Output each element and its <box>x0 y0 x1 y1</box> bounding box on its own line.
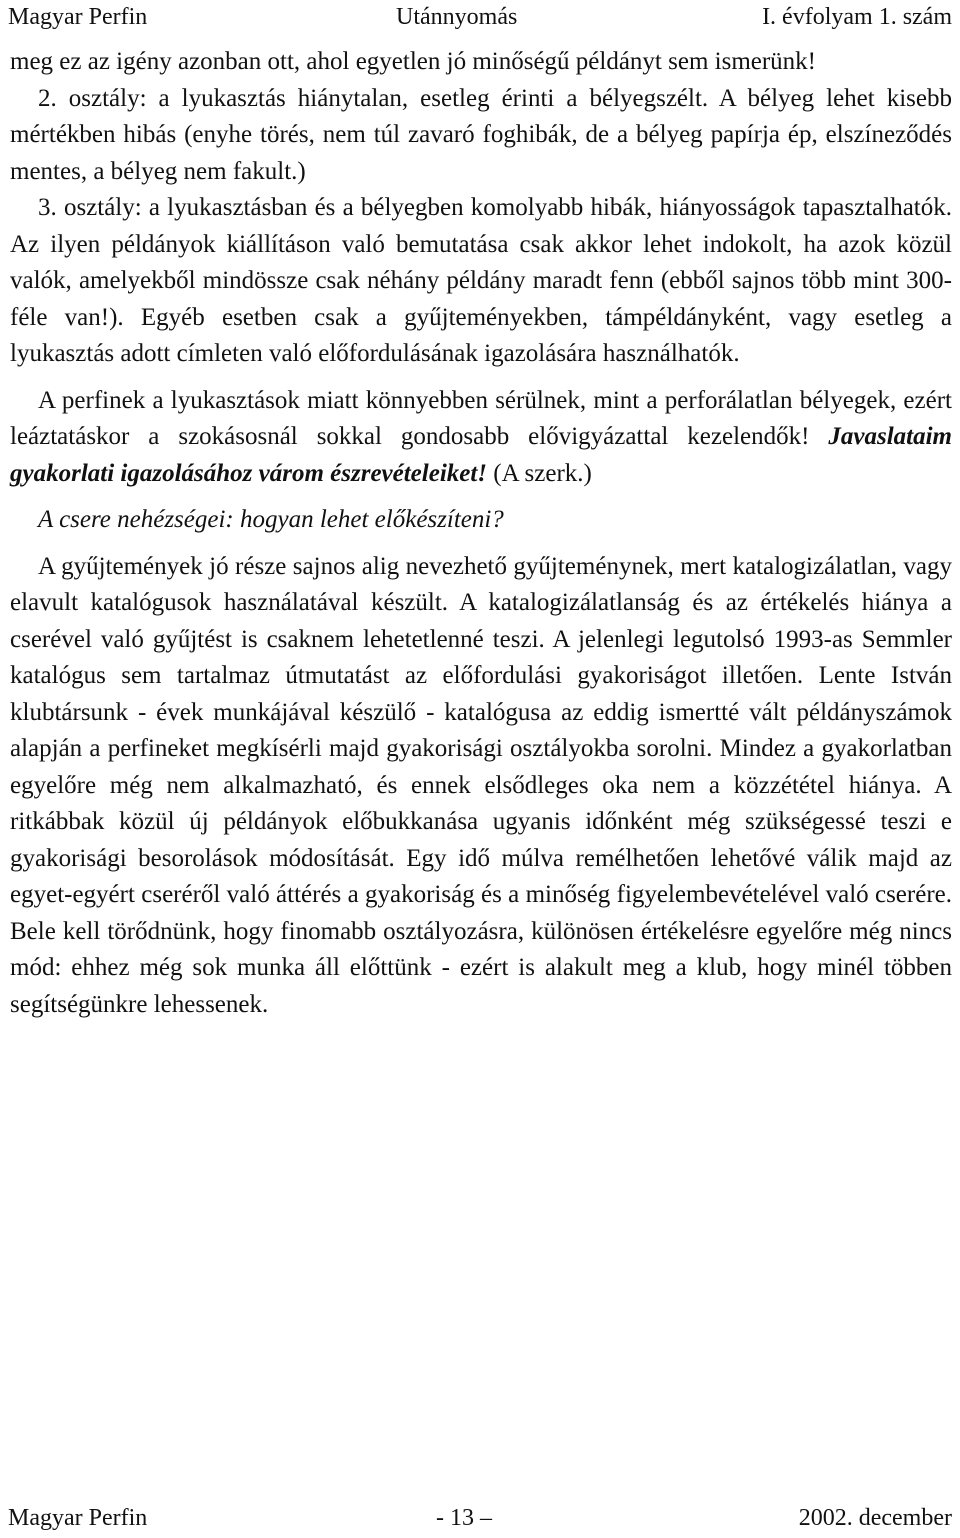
header-issue: I. évfolyam 1. szám <box>762 4 952 30</box>
paragraph-exchange: A gyűjtemények jó része sajnos alig nevezhető gyűjteménynek, mert katalogizálatlan, vagy elavult katalógusok használatával készült. A katalogizálatlanság és az értékelés hiánya a cserével való gyűjtést is csaknem lehetetlenné teszi. A jelenlegi legutolsó 1993-as Semmler katalógus sem tartalmaz útmutatást az előfordulási gyakoriságot illetően. Lente István klubtársunk - évek munkájával készülő - katalógusa az eddig ismertté vált példányszámok alapján a perfineket megkísérli majd gyakorisági osztályokba sorolni. Mindez a gyakorlatban egyelőre még nem alkalmazható, és ennek elsődleges oka nem a közzététel hiánya. A ritkábbak közül új példányok előbukkanása ugyanis időnként még szükségessé teszi e gyakorisági besorolások módosítását. Egy idő múlva remélhetően lehetővé válik majd az egyet-egyért cseréről való áttérés a gyakoriság és a minőség figyelembevételével való cserére. Bele kell törődnünk, hogy finomabb osztályozásra, különösen értékelésre egyelőre még nincs mód: ehhez még sok munka áll előttünk - ezért is alakult meg a klub, hogy minél többen segítségünkre lehessenek. <box>10 552 952 1018</box>
footer-publication: Magyar Perfin <box>8 1505 148 1531</box>
editor-signature: (A szerk.) <box>487 459 592 487</box>
perfin-care-text: A perfinek a lyukasztások miatt könnyebben sérülnek, mint a perforálatlan bélyegek, ezért leáztatáskor a szokásosnál sokkal gondosabb elővigyázattal kezelendők! <box>10 386 952 450</box>
paragraph-class-3: 3. osztály: a lyukasztásban és a bélyegben komolyabb hibák, hiányosságok tapasztalhatók. Az ilyen példányok kiállításon való bemutatása csak akkor lehet indokolt, ha azok közül valók, amelyekből mindössze csak néhány példány maradt fenn (ebből sajnos több mint 300-féle van!). Egyéb esetben csak a gyűjteményekben, támpéldányként, vagy esetleg a lyukasztás adott címleten való előfordulásának igazolására használhatók. <box>10 194 952 367</box>
section-subheading: A csere nehézségei: hogyan lehet előkészíteni? <box>38 506 504 533</box>
paragraph-continuation: meg ez az igény azonban ott, ahol egyetlen jó minőségű példányt sem ismerünk! <box>10 48 817 75</box>
page-number: - 13 – <box>436 1505 492 1531</box>
paragraph-class-2: 2. osztály: a lyukasztás hiánytalan, esetleg érinti a bélyegszélt. A bélyeg lehet kisebb mértékben hibás (enyhe törés, nem túl zavaró foghibák, de a bélyeg papírja ép, elszíneződés mentes, a bélyeg nem fakult.) <box>10 84 952 185</box>
page-header <box>8 2 952 34</box>
header-publication: Magyar Perfin <box>8 4 148 30</box>
paragraph-perfin-care <box>10 383 952 493</box>
article-body <box>10 44 952 1023</box>
editor-request: Javaslataim gyakorlati igazolásához várom észrevételeiket! <box>10 423 952 487</box>
header-section: Utánnyomás <box>396 4 518 30</box>
page-footer <box>8 1502 952 1536</box>
footer-date: 2002. december <box>798 1505 952 1531</box>
